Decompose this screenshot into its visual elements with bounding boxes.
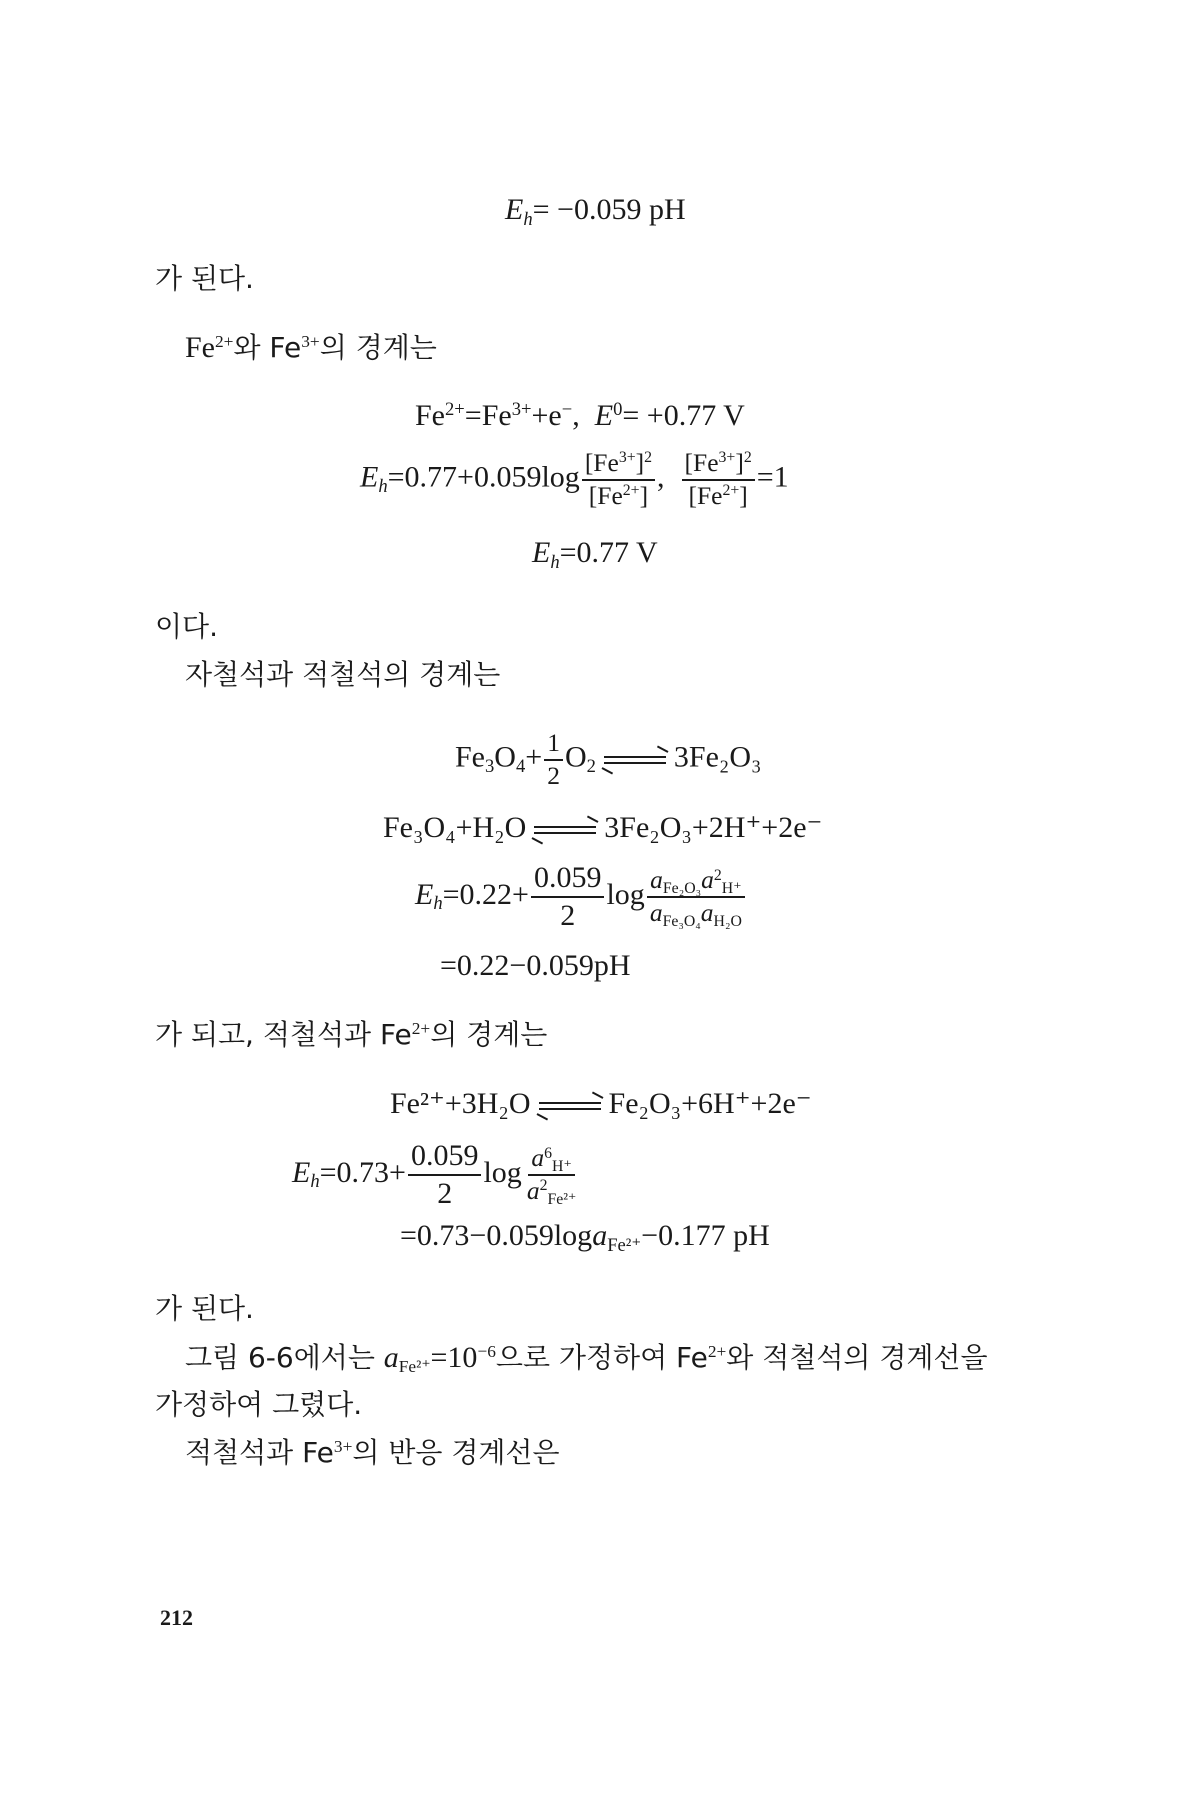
paragraph-text: 자철석과 적철석의 경계는 [185, 658, 501, 691]
paragraph-text: 가 된다. [155, 262, 254, 295]
equilibrium-arrow [604, 753, 666, 767]
equation-nernst-hematite: $E_h=0.73+$ $\frac{0.059}{2}$ log $\frac{a^6_{H^+}}{a^2_{Fe^{2+}}}$ [292, 1139, 577, 1210]
paragraph-text: 가정하여 그렸다. [155, 1388, 363, 1421]
page-number: 212 [160, 1605, 193, 1630]
paragraph-text: 가 된다. [155, 1292, 254, 1325]
equation-nernst-fe: $E_h=0.77+0.059\log$ $\frac{[Fe^{3+}]^2}{[Fe^{2+}]}$ , $\frac{[Fe^{3+}]^2}{[Fe^{2+}]}$ =1 [360, 448, 789, 510]
paragraph-text: 적철석과 $Fe^{3+}$의 반응 경계선은 [185, 1436, 560, 1469]
equation-nernst-magnetite: $E_h=0.22+$ $\frac{0.059}{2}$ log $\frac{a_{Fe_2O_3}a^2_{H^+}}{a_{Fe_3O_4}a_{H_2O}}$ [415, 860, 747, 934]
equation-fe-redox: $Fe^{2+}=Fe^{3+}+e^-$, $E^0= +0.77$ V [415, 398, 745, 432]
equation-hematite-fe2: Fe²⁺+3H₂O Fe₂O₃+6H⁺+2e⁻ [390, 1087, 812, 1120]
paragraph-text: 가 되고, 적철석과 $Fe^{2+}$의 경계는 [155, 1018, 548, 1051]
paragraph-text: $Fe^{2+}$와 $Fe^{3+}$의 경계는 [185, 331, 437, 364]
equilibrium-arrow [534, 823, 596, 837]
equilibrium-arrow [539, 1099, 601, 1113]
equation-result-073: =0.73−0.059loga$_{Fe^{2+}}$−0.177 pH [400, 1219, 770, 1256]
equation-result-022: =0.22−0.059pH [440, 949, 631, 982]
equation-magnetite-hematite: Fe₃O₄+H₂O 3Fe₂O₃+2H⁺+2e⁻ [383, 811, 823, 844]
paragraph-text: 이다. [155, 610, 218, 643]
paragraph-text: 그림 6-6에서는 $a_{Fe^{2+}}=10^{-6}$으로 가정하여 $Fe^{2+}$와 적철석의 경계선을 [185, 1341, 988, 1377]
equation-eh-077: $E_h=0.77$ V [532, 536, 658, 573]
equation-magnetite-oxidation: $Fe_3O_4+$ $\frac{1}{2}$ $O_2$ 3Fe₂O₃ [455, 728, 762, 790]
equation-eh-ph: $E_h= -0.059$ pH [505, 193, 686, 230]
